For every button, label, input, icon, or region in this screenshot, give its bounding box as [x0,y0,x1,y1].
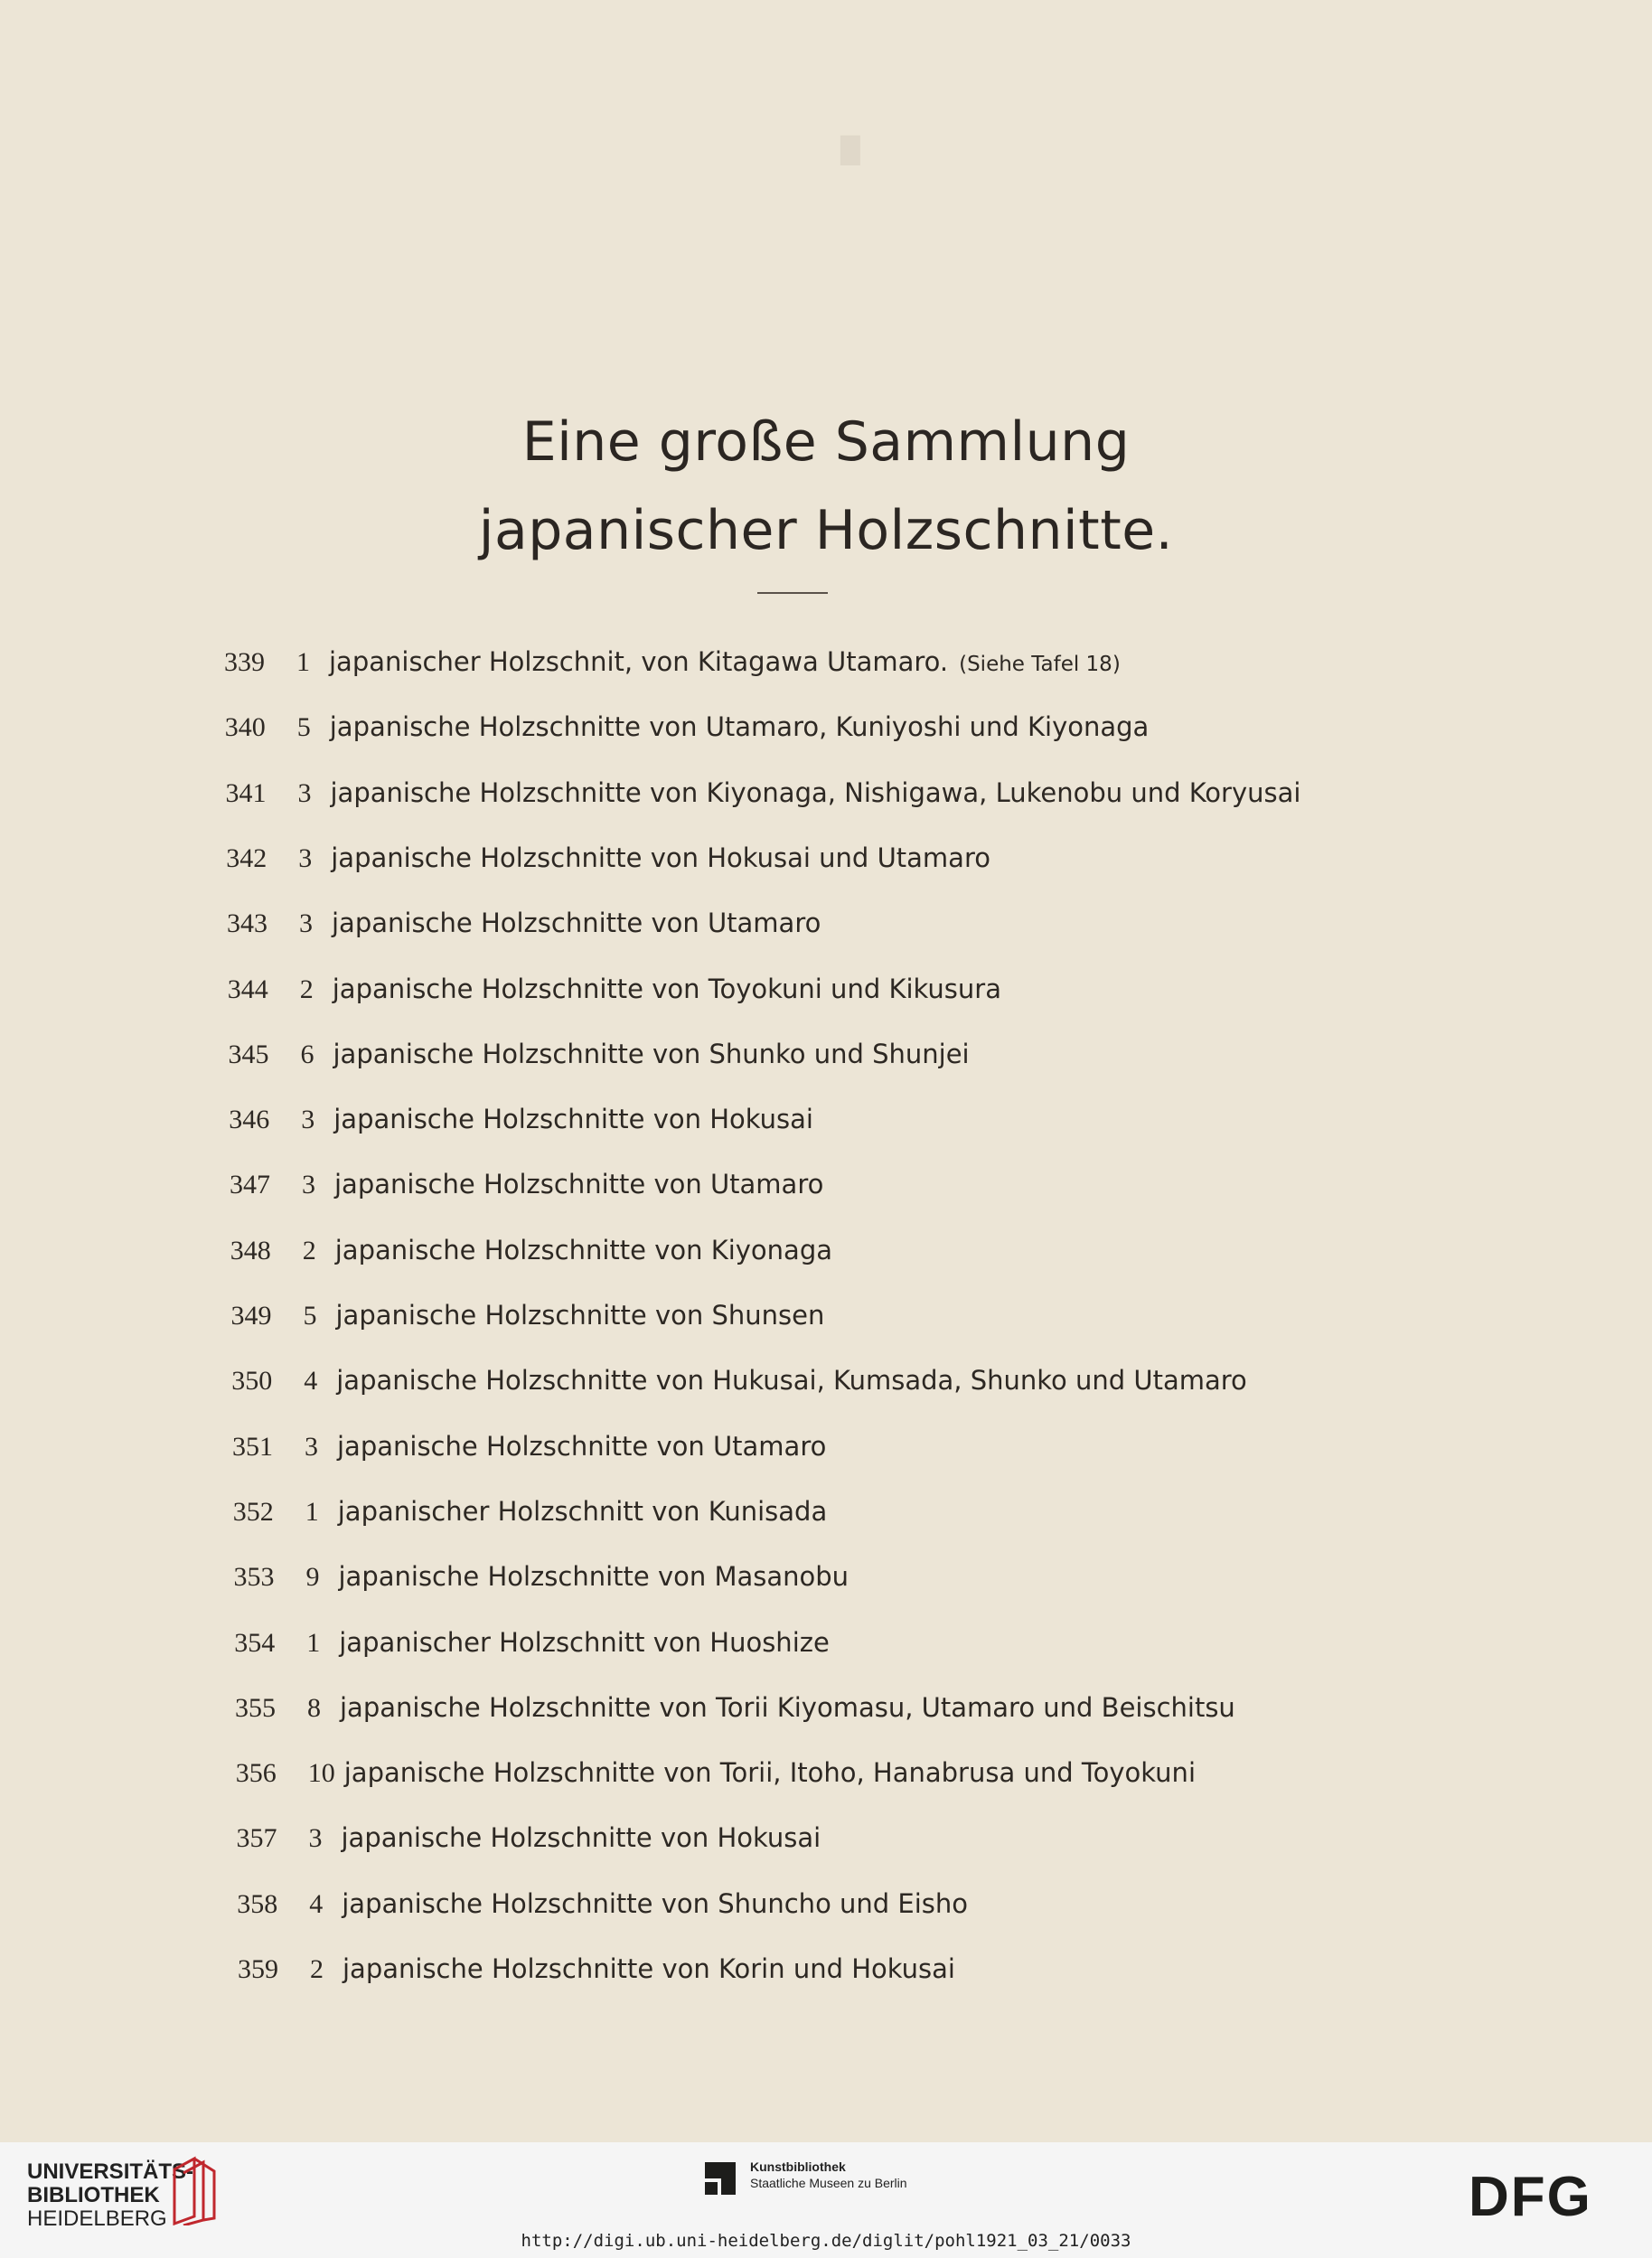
entry-description: japanischer Holzschnitt von Kunisada [337,1495,828,1527]
entry-quantity: 8 [307,1692,321,1723]
permalink-url[interactable]: http://digi.ub.uni-heidelberg.de/diglit/pohl1921_03_21/0033 [521,2231,1131,2251]
entry-quantity: 5 [296,712,311,743]
entry-description: japanische Holzschnitte von Torii, Itoho, Hanabrusa und Toyokuni [343,1757,1196,1789]
entry-number: 343 [227,908,268,939]
entry-number: 354 [234,1627,276,1658]
entry-quantity: 4 [304,1366,318,1397]
catalog-entry [225,709,1150,745]
catalog-entry [231,1297,825,1333]
catalog-entry [229,1036,970,1072]
catalog-entry [236,1755,1196,1791]
entry-quantity: 1 [296,647,310,677]
entry-description: japanische Holzschnitte von Utamaro [334,1169,824,1200]
entry-number: 355 [235,1692,276,1723]
entry-quantity: 2 [310,1954,324,1984]
entry-number: 358 [237,1888,278,1919]
catalog-entry [230,1232,832,1268]
ub-logo-line2: BIBLIOTHEK [27,2183,160,2207]
entry-number: 349 [230,1301,272,1331]
footer-bar [0,2142,1652,2258]
entry-number: 342 [226,842,268,873]
catalog-entry [232,1428,826,1464]
ub-emblem-icon [167,2153,221,2225]
entry-description: japanische Holzschnitte von Masanobu [338,1561,849,1593]
ub-logo-line1: UNIVERSITÄTS- [27,2159,194,2184]
entry-quantity: 10 [307,1758,335,1789]
entry-quantity: 2 [302,1235,316,1265]
catalog-entry [235,1689,1235,1726]
entry-number: 359 [238,1954,278,1984]
entry-description: japanische Holzschnitte von Shunsen [335,1300,825,1331]
entry-description: japanische Holzschnitte von Shunko und Shunjei [333,1038,970,1069]
catalog-entry [231,1362,1247,1398]
catalog-entry [234,1558,849,1595]
entry-description: japanische Holzschnitte von Hukusai, Kumsada, Shunko und Utamaro [336,1365,1247,1397]
catalog-entry [233,1493,827,1529]
entry-quantity: 4 [309,1888,324,1919]
entry-number: 352 [232,1496,274,1527]
catalog-entry [226,840,990,876]
kb-logo-line2: Staatliche Museen zu Berlin [750,2176,907,2190]
catalog-entry [228,971,1001,1007]
entry-description: japanische Holzschnitte von Hokusai [341,1822,821,1854]
entry-quantity: 2 [299,974,314,1004]
catalog-entry [230,1166,823,1202]
entry-description: japanische Holzschnitte von Hokusai und Utamaro [331,842,990,873]
kb-logo-line1: Kunstbibliothek [750,2159,846,2174]
entry-quantity: 3 [297,777,312,808]
entry-description: japanische Holzschnitte von Utamaro [332,908,821,939]
entry-number: 348 [230,1235,271,1265]
dfg-logo: DFG [1469,2166,1592,2228]
title-divider [757,592,828,594]
catalog-entry [224,644,1121,680]
entry-description: japanische Holzschnitte von Korin und Hokusai [343,1953,955,1984]
bleed-through-text: █ [840,136,860,165]
entry-description: japanischer Holzschnit, von Kitagawa Utamaro. [329,646,949,677]
catalog-entry [226,775,1301,811]
entry-number: 353 [233,1562,275,1593]
entry-number: 356 [235,1758,277,1789]
entry-description: japanischer Holzschnitt von Huoshize [339,1626,830,1658]
catalog-entry [234,1624,830,1661]
entry-quantity: 3 [305,1431,318,1462]
entry-quantity: 3 [298,842,313,873]
entry-number: 345 [228,1039,269,1069]
entry-description: japanische Holzschnitte von Torii Kiyomasu, Utamaro und Beischitsu [340,1691,1235,1723]
entry-description: japanische Holzschnitte von Shuncho und Eisho [342,1887,969,1919]
entry-description: japanische Holzschnitte von Utamaro [337,1430,827,1462]
catalog-entry [229,1101,813,1137]
entry-quantity: 1 [306,1627,321,1658]
entry-quantity: 9 [305,1562,320,1593]
entry-quantity: 3 [308,1823,323,1854]
entry-description: japanische Holzschnitte von Toyokuni und Kikusura [332,973,1001,1004]
entry-plate-note: (Siehe Tafel 18) [959,653,1121,676]
entry-quantity: 3 [302,1170,315,1200]
page-title-line2: japanischer Holzschnitte. [478,499,1174,562]
entry-description: japanische Holzschnitte von Kiyonaga [334,1234,832,1265]
catalog-entry [237,1820,821,1856]
entry-number: 339 [224,647,265,677]
entry-quantity: 5 [303,1301,317,1331]
catalog-entry [238,1951,955,1987]
entry-number: 357 [236,1823,277,1854]
entry-quantity: 6 [300,1039,314,1069]
entry-number: 344 [227,974,268,1004]
entry-description: japanische Holzschnitte von Kiyonaga, Nishigawa, Lukenobu und Koryusai [330,776,1301,808]
page-title-line1: Eine große Sammlung [521,410,1131,474]
entry-quantity: 1 [305,1496,319,1527]
entry-quantity: 3 [299,908,313,939]
entry-number: 341 [225,777,267,808]
kunstbibliothek-logo [705,2159,907,2191]
entry-number: 340 [224,712,266,743]
entry-number: 347 [230,1170,270,1200]
ub-logo-line3: HEIDELBERG [27,2206,167,2231]
entry-number: 350 [231,1366,273,1397]
entry-number: 351 [232,1431,273,1462]
catalog-entry [237,1886,968,1922]
catalog-entry [227,905,821,941]
entry-description: japanische Holzschnitte von Hokusai [333,1104,813,1135]
entry-description: japanische Holzschnitte von Utamaro, Kuniyoshi und Kiyonaga [329,711,1150,743]
entry-quantity: 3 [301,1105,315,1135]
entry-number: 346 [229,1105,270,1135]
